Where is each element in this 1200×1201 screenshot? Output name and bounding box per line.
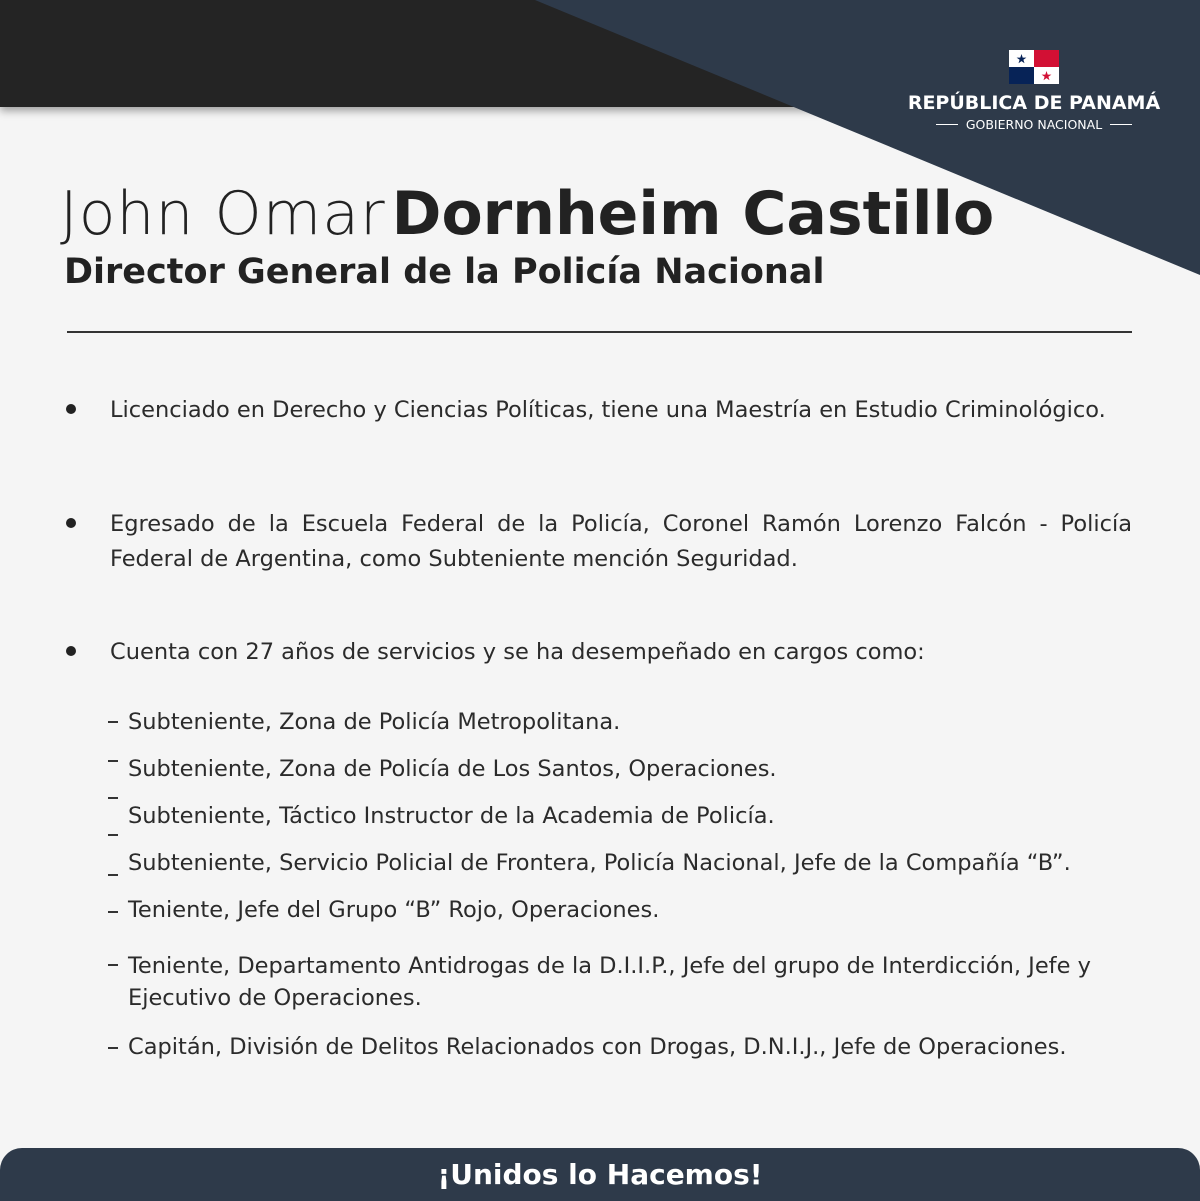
position-item: Subteniente, Zona de Policía Metropolitana. [128,709,621,735]
government-label: GOBIERNO NACIONAL [965,117,1103,132]
list-dash [108,1047,118,1049]
bullet-dot [66,404,76,414]
decorative-line [1110,124,1132,125]
list-dash [108,721,118,723]
footer-slogan: ¡Unidos lo Hacemos! [437,1158,763,1191]
bullet-career: Cuenta con 27 años de servicios y se ha desempeñado en cargos como: [110,639,925,665]
position-item: Teniente, Jefe del Grupo “B” Rojo, Operaciones. [128,897,660,923]
job-title: Director General de la Policía Nacional [64,252,825,292]
last-names: Dornheim Castillo [391,179,995,249]
list-dash [108,760,118,762]
government-brand [904,50,1164,132]
list-dash [108,964,118,966]
bullet-dot [66,646,76,656]
position-item: Subteniente, Táctico Instructor de la Academia de Policía. [128,803,775,829]
bullet-training: Egresado de la Escuela Federal de la Policía, Coronel Ramón Lorenzo Falcón - Policía Federal de Argentina, como Subteniente mención Seguridad. [110,511,1132,572]
list-dash [108,797,118,799]
person-name [60,178,994,250]
bullet-dot [66,518,76,528]
position-item: Subteniente, Servicio Policial de Frontera, Policía Nacional, Jefe de la Compañía “B”. [128,850,1071,876]
footer-banner [0,1148,1200,1201]
position-item: Teniente, Departamento Antidrogas de la D.I.I.P., Jefe del grupo de Interdicción, Jefe y Ejecutivo de Operaciones. [128,953,1091,1011]
first-names: John Omar [60,179,386,249]
position-item: Capitán, División de Delitos Relacionados con Drogas, D.N.I.J., Jefe de Operaciones. [128,1034,1067,1060]
panama-flag-icon [1009,50,1059,84]
list-dash [108,834,118,836]
country-name: REPÚBLICA DE PANAMÁ [907,92,1161,114]
position-item: Subteniente, Zona de Policía de Los Santos, Operaciones. [128,756,777,782]
list-dash [108,911,118,913]
decorative-line [936,124,958,125]
government-label-row [904,117,1164,132]
list-dash [108,874,118,876]
divider [67,331,1132,333]
bullet-education: Licenciado en Derecho y Ciencias Políticas, tiene una Maestría en Estudio Criminológico. [110,397,1106,423]
